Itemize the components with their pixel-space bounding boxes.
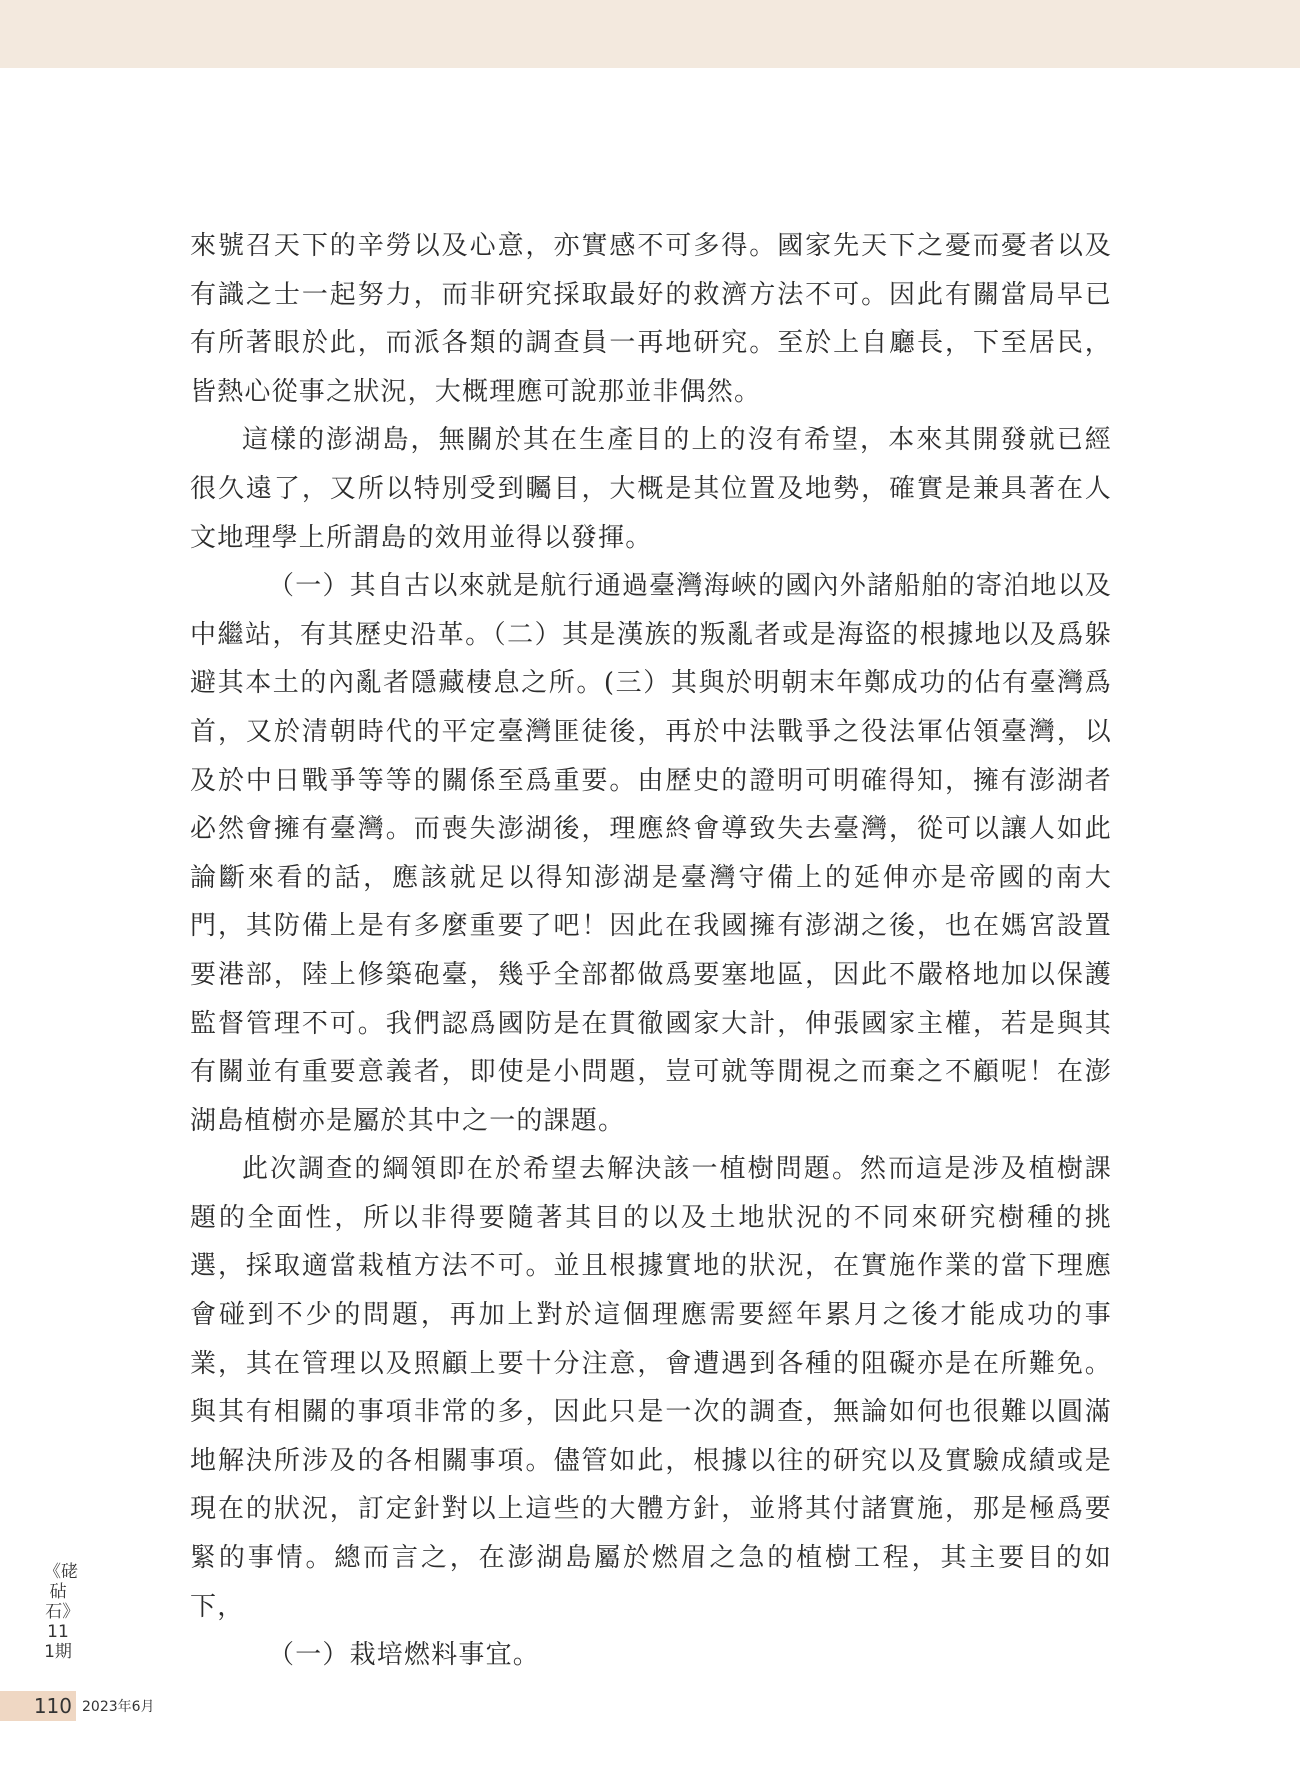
paragraph-history-points: （一）其自古以來就是航行通過臺灣海峽的國內外諸船舶的寄泊地以及中繼站，有其歷史沿革。（二）其是漢族的叛亂者或是海盜的根據地以及爲躲避其本土的內亂者隱藏棲息之所。(三）其與於明朝末年鄭成功的佔有臺灣爲首，又於清朝時代的平定臺灣匪徒後，再於中法戰爭之役法軍佔領臺灣，以及於中日戰爭等等的關係至爲重要。由歷史的證明可明確得知，擁有澎湖者必然會擁有臺灣。而喪失澎湖後，理應終會導致失去臺灣，從可以讓人如此論斷來看的話，應該就足以得知澎湖是臺灣守備上的延伸亦是帝國的南大門，其防備上是有多麼重要了吧！因此在我國擁有澎湖之後，也在媽宮設置要港部，陸上修築砲臺，幾乎全部都做爲要塞地區，因此不嚴格地加以保護監督管理不可。我們認爲國防是在貫徹國家大計，伸張國家主權，若是與其有關並有重要意義者，即使是小問題，豈可就等閒視之而棄之不顧呢！在澎湖島植樹亦是屬於其中之一的課題。 bbox=[190, 571, 1112, 1136]
paragraph-survey-outline: 此次調查的綱領即在於希望去解決該一植樹問題。然而這是涉及植樹課題的全面性，所以非得要隨著其目的以及土地狀況的不同來研究樹種的挑選，採取適當栽植方法不可。並且根據實地的狀況，在實施作業的當下理應會碰到不少的問題，再加上對於這個理應需要經年累月之後才能成功的事業，其在管理以及照顧上要十分注意，會遭遇到各種的阻礙亦是在所難免。與其有相關的事項非常的多，因此只是一次的調查，無論如何也很難以圓滿地解決所涉及的各相關事項。儘管如此，根據以往的研究以及實驗成績或是現在的狀況，訂定針對以上這些的大體方針，並將其付諸實施，那是極爲要緊的事情。總而言之，在澎湖島屬於燃眉之急的植樹工程，其主要目的如下， bbox=[190, 1154, 1112, 1622]
page-footer bbox=[0, 1691, 155, 1721]
page-number: 110 bbox=[0, 1691, 76, 1721]
header-band bbox=[0, 0, 1300, 68]
article-body bbox=[190, 222, 1112, 1680]
journal-issue-label: 《硓砧石》111期 bbox=[44, 1562, 78, 1662]
issue-date: 2023年6月 bbox=[82, 1699, 155, 1715]
paragraph-penghu-location: 這樣的澎湖島，無關於其在生產目的上的沒有希望，本來其開發就已經很久遠了，又所以特別受到矚目，大概是其位置及地勢，確實是兼具著在人文地理學上所謂島的效用並得以發揮。 bbox=[190, 425, 1112, 553]
paragraph-continuation: 來號召天下的辛勞以及心意，亦實感不可多得。國家先天下之憂而憂者以及有識之士一起努力，而非研究採取最好的救濟方法不可。因此有關當局早已有所著眼於此，而派各類的調查員一再地研究。至於上自廳長，下至居民，皆熱心從事之狀況，大概理應可說那並非偶然。 bbox=[190, 231, 1112, 407]
paragraph-item-one: （一）栽培燃料事宜。 bbox=[268, 1640, 541, 1671]
